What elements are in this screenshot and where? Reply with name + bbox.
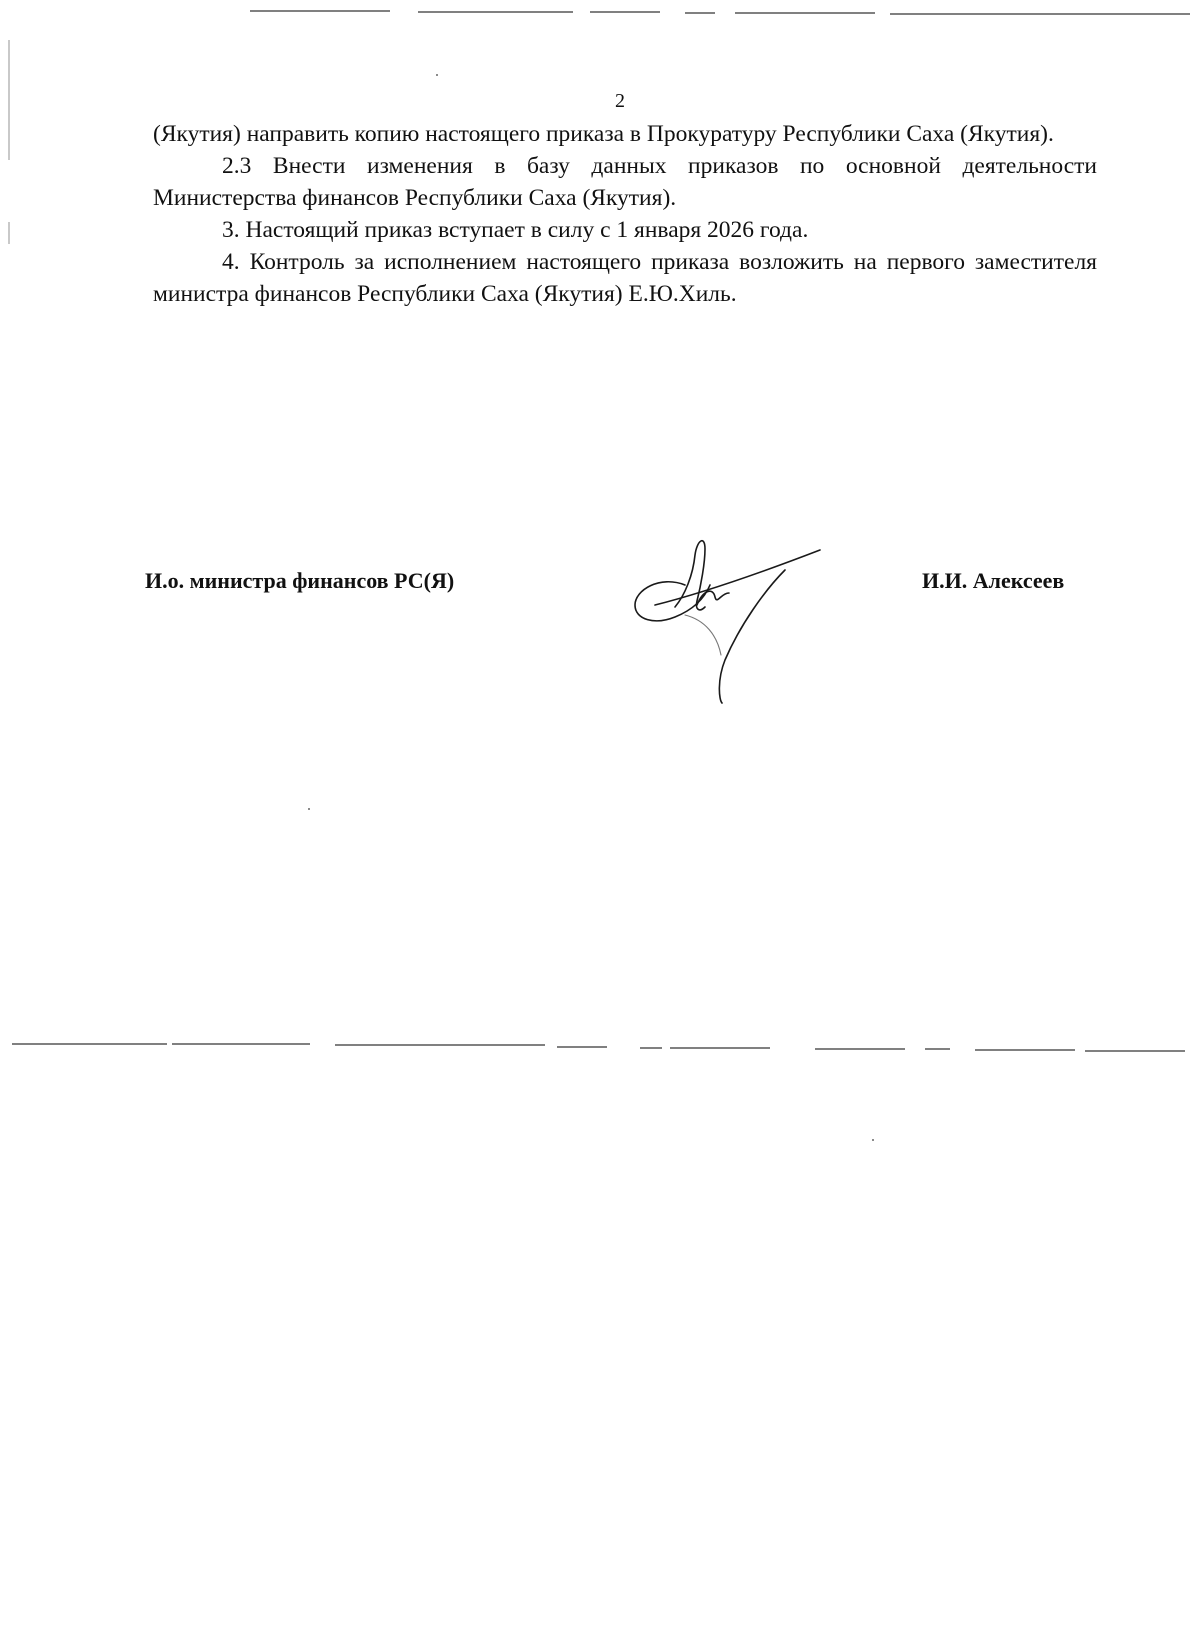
scan-artifact-top-line-2 — [418, 11, 573, 13]
scan-artifact-left-vline-2 — [8, 222, 10, 244]
handwritten-signature — [625, 535, 825, 705]
paragraph-2-3: 2.3 Внести изменения в базу данных приказов по основной деятельности Министерства финансов Республики Саха (Якутия). — [153, 153, 1097, 211]
scan-artifact-mid-line-5 — [640, 1047, 662, 1049]
scan-artifact-top-line-3 — [590, 11, 660, 13]
scan-artifact-dot-3 — [872, 1139, 874, 1141]
scan-artifact-mid-line-8 — [925, 1048, 950, 1050]
scan-artifact-top-line-4 — [685, 12, 715, 14]
page-number: 2 — [615, 90, 625, 112]
scan-artifact-top-line-5 — [735, 12, 875, 14]
signatory-name: И.И. Алексеев — [922, 568, 1065, 593]
scan-artifact-mid-line-9 — [975, 1049, 1075, 1051]
scan-artifact-mid-line-2 — [172, 1043, 310, 1045]
paragraph-3: 3. Настоящий приказ вступает в силу с 1 января 2026 года. — [222, 217, 809, 243]
scan-artifact-mid-line-3 — [335, 1044, 545, 1046]
paragraph-continuation: (Якутия) направить копию настоящего приказа в Прокуратуру Республики Саха (Якутия). — [153, 121, 1054, 147]
signatory-position: И.о. министра финансов РС(Я) — [145, 568, 455, 593]
scan-artifact-top-line-1 — [250, 10, 390, 12]
scan-artifact-dot-2 — [308, 808, 310, 810]
scan-artifact-dot-1 — [436, 74, 438, 76]
paragraph-4: 4. Контроль за исполнением настоящего приказа возложить на первого заместителя министра финансов Республики Саха (Якутия) Е.Ю.Хиль. — [153, 249, 1097, 307]
scan-artifact-mid-line-4 — [557, 1046, 607, 1048]
document-body — [153, 118, 1097, 310]
scan-artifact-mid-line-7 — [815, 1048, 905, 1050]
scan-artifact-mid-line-10 — [1085, 1050, 1185, 1052]
scan-artifact-mid-line-1 — [12, 1043, 167, 1045]
scan-artifact-mid-line-6 — [670, 1047, 770, 1049]
scan-artifact-top-line-6 — [890, 13, 1190, 15]
